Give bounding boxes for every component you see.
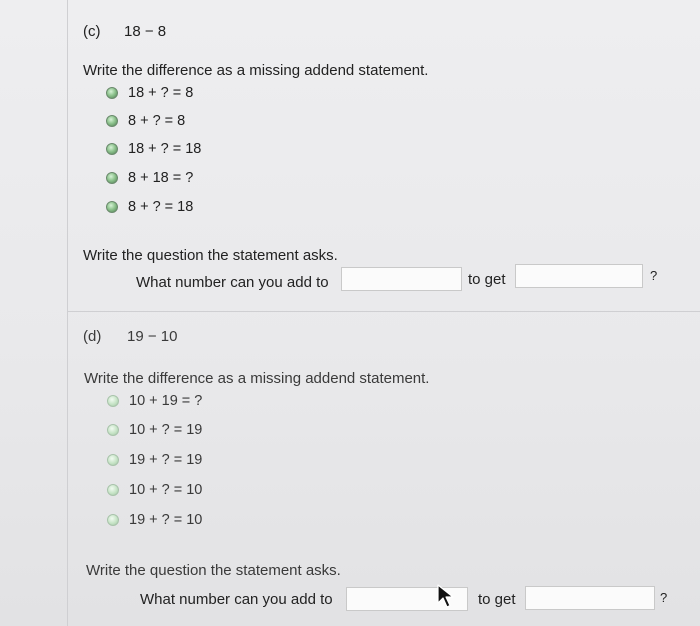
option-label: 10 + 19 = ? <box>129 393 203 409</box>
part-d-label: (d) <box>83 328 102 345</box>
part-d-answer-input-2[interactable] <box>525 586 655 610</box>
part-c-option-5[interactable] <box>106 199 193 215</box>
part-c-question-prompt: Write the question the statement asks. <box>83 247 338 264</box>
option-label: 8 + 18 = ? <box>128 170 194 186</box>
part-c-sentence-end: ? <box>650 268 658 283</box>
part-c-option-4[interactable] <box>106 170 193 186</box>
part-c-answer-input-1[interactable] <box>341 267 462 291</box>
option-label: 19 + ? = 19 <box>129 452 203 468</box>
part-d-option-1[interactable] <box>107 393 202 409</box>
part-d-question-prompt: Write the question the statement asks. <box>86 562 341 579</box>
part-c-sentence-mid: to get <box>468 271 506 288</box>
radio-button[interactable] <box>107 484 119 496</box>
part-d-sentence-mid: to get <box>478 591 516 608</box>
option-label: 18 + ? = 18 <box>128 141 202 157</box>
part-d-sentence-end: ? <box>660 590 668 605</box>
radio-button[interactable] <box>106 87 118 99</box>
radio-button[interactable] <box>107 395 119 407</box>
mouse-cursor-icon <box>436 583 458 609</box>
part-c-answer-input-2[interactable] <box>515 264 643 288</box>
part-d-expression: 19 − 10 <box>127 328 178 345</box>
part-c-prompt: Write the difference as a missing addend statement. <box>83 62 429 79</box>
radio-button[interactable] <box>106 115 118 127</box>
option-label: 19 + ? = 10 <box>129 512 203 528</box>
part-c-option-3[interactable] <box>106 141 201 157</box>
radio-button[interactable] <box>107 514 119 526</box>
part-d-option-3[interactable] <box>107 452 202 468</box>
radio-button[interactable] <box>107 424 119 436</box>
option-label: 8 + ? = 8 <box>128 113 186 129</box>
section-divider <box>67 311 700 312</box>
option-label: 18 + ? = 8 <box>128 85 194 101</box>
part-d-option-4[interactable] <box>107 482 202 498</box>
option-label: 10 + ? = 19 <box>129 422 203 438</box>
part-c-sentence-start: What number can you add to <box>136 274 329 291</box>
part-c-option-2[interactable] <box>106 113 185 129</box>
option-label: 10 + ? = 10 <box>129 482 203 498</box>
part-d-prompt: Write the difference as a missing addend statement. <box>84 370 430 387</box>
radio-button[interactable] <box>106 201 118 213</box>
part-d-sentence-start: What number can you add to <box>140 591 333 608</box>
part-d-option-2[interactable] <box>107 422 202 438</box>
radio-button[interactable] <box>107 454 119 466</box>
part-c-option-1[interactable] <box>106 85 193 101</box>
radio-button[interactable] <box>106 143 118 155</box>
part-c-label: (c) <box>83 23 101 40</box>
part-c-expression: 18 − 8 <box>124 23 167 40</box>
option-label: 8 + ? = 18 <box>128 199 194 215</box>
panel-left-border <box>67 0 68 626</box>
part-d-option-5[interactable] <box>107 512 202 528</box>
radio-button[interactable] <box>106 172 118 184</box>
